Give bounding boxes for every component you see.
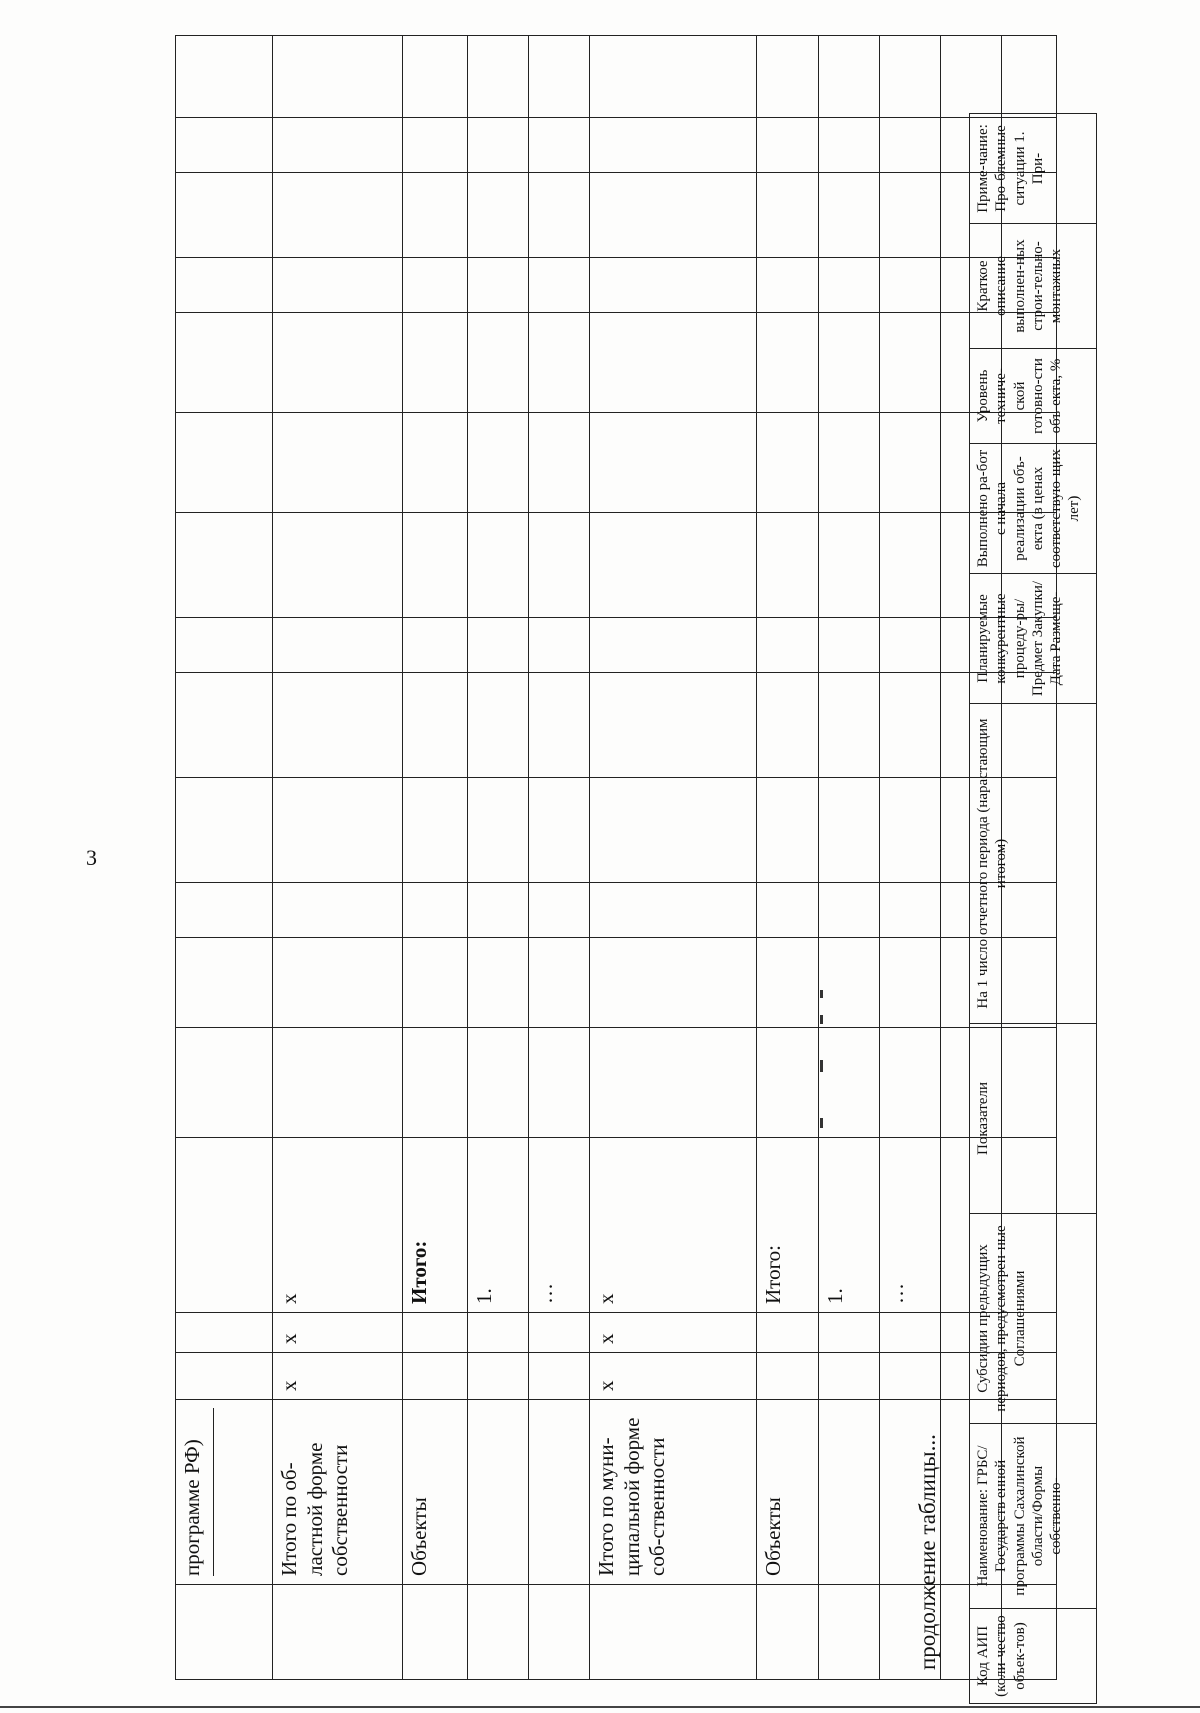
header-cell-procedures: Планируемые конкурентные процеду-ры/Предмет Закупки/Дата Размеще- xyxy=(970,574,1097,704)
table-cell xyxy=(403,513,468,618)
table-cell xyxy=(880,883,941,938)
table-cell xyxy=(880,413,941,513)
table-row xyxy=(880,36,941,1680)
table-cell xyxy=(590,313,756,413)
table-cell xyxy=(529,1028,590,1138)
table-cell xyxy=(529,938,590,1028)
table-cell xyxy=(468,618,529,673)
table-cell xyxy=(403,313,468,413)
page-number: 3 xyxy=(86,845,97,870)
table-cell xyxy=(468,883,529,938)
header-cell-work-done: Выполнено ра-бот с начала реализации объ-екта (в ценах соответствую-щих лет) xyxy=(970,444,1097,574)
table-cell xyxy=(819,118,880,173)
table-cell xyxy=(176,173,273,258)
scan-edge xyxy=(0,1706,1200,1708)
table-cell xyxy=(273,618,403,673)
table-cell xyxy=(756,118,818,173)
row-label: Объекты xyxy=(756,1400,818,1585)
table-cell xyxy=(756,513,818,618)
table-cell xyxy=(756,778,818,883)
scan-mark xyxy=(820,990,823,998)
table-cell xyxy=(590,883,756,938)
table-row xyxy=(756,36,818,1680)
table-cell xyxy=(880,118,941,173)
row-label: Итого по муни-ципальной форме соб-ственности xyxy=(590,1400,756,1585)
table-cell xyxy=(403,118,468,173)
table-cell xyxy=(590,513,756,618)
table-cell xyxy=(176,258,273,313)
table-cell xyxy=(941,36,1002,118)
table-cell xyxy=(880,1028,941,1138)
table-cell xyxy=(176,778,273,883)
table-cell xyxy=(468,513,529,618)
header-cell-description: Краткое описание выполнен-ных строи-тельно-монтажных xyxy=(970,224,1097,349)
row-mark: х xyxy=(273,1353,403,1400)
table-cell xyxy=(880,938,941,1028)
table-cell xyxy=(468,173,529,258)
table-cell xyxy=(468,313,529,413)
table-cell xyxy=(273,513,403,618)
scan-mark xyxy=(820,1015,823,1024)
table-cell xyxy=(273,938,403,1028)
row-label xyxy=(529,1400,590,1585)
table-cell xyxy=(819,173,880,258)
row-object: х xyxy=(273,1138,403,1313)
table-cell xyxy=(468,938,529,1028)
table-cell xyxy=(590,258,756,313)
row-mark xyxy=(176,1353,273,1400)
row-mark xyxy=(403,1313,468,1353)
row-object: … xyxy=(880,1138,941,1313)
table-cell xyxy=(403,1585,468,1680)
table-cell xyxy=(529,313,590,413)
table-cell xyxy=(756,673,818,778)
table-cell xyxy=(273,673,403,778)
row-mark xyxy=(880,1353,941,1400)
table-cell xyxy=(756,883,818,938)
row-object: 1. xyxy=(468,1138,529,1313)
table-cell xyxy=(176,313,273,413)
table-cell xyxy=(273,313,403,413)
table-cell xyxy=(819,778,880,883)
table-cell xyxy=(819,36,880,118)
table-cell xyxy=(468,118,529,173)
scan-mark xyxy=(820,1060,823,1072)
row-mark xyxy=(756,1313,818,1353)
table-cell xyxy=(756,618,818,673)
row-object: … xyxy=(529,1138,590,1313)
header-cell-indicators: Показатели xyxy=(970,1024,1097,1214)
table-cell xyxy=(819,1028,880,1138)
row-mark xyxy=(880,1313,941,1353)
header-cell-period: На 1 число отчетного периода (нарастающим итогом) xyxy=(970,704,1097,1024)
header-cell-code: Код АИП (коли-чество объек-тов) xyxy=(970,1609,1097,1704)
table-cell xyxy=(590,1585,756,1680)
table-cell xyxy=(590,173,756,258)
table-cell xyxy=(529,413,590,513)
table-cell xyxy=(590,1028,756,1138)
table-cell xyxy=(590,118,756,173)
table-cell xyxy=(273,1585,403,1680)
header-table xyxy=(969,113,1097,1704)
table-row xyxy=(176,36,273,1680)
row-object xyxy=(176,1138,273,1313)
table-cell xyxy=(880,173,941,258)
row-object: Итого: xyxy=(403,1138,468,1313)
table-cell xyxy=(403,173,468,258)
row-label-text: программе РФ) xyxy=(180,1408,214,1576)
row-label xyxy=(819,1400,880,1585)
table-cell xyxy=(590,413,756,513)
row-mark xyxy=(176,1313,273,1353)
table-cell xyxy=(1002,36,1057,118)
row-label: Итого по об-ластной форме собственности xyxy=(273,1400,403,1585)
table-cell xyxy=(468,673,529,778)
header-cell-name: Наименование: ГРБС/Государств енной программы Сахалинской области/Формы собственно- xyxy=(970,1424,1097,1609)
table-cell xyxy=(529,778,590,883)
table-row xyxy=(590,36,756,1680)
table-cell xyxy=(819,513,880,618)
table-cell xyxy=(529,673,590,778)
table-cell xyxy=(403,673,468,778)
table-cell xyxy=(529,513,590,618)
row-mark xyxy=(403,1353,468,1400)
row-mark xyxy=(756,1353,818,1400)
row-mark xyxy=(819,1313,880,1353)
table-cell xyxy=(403,413,468,513)
table-cell xyxy=(880,36,941,118)
table-row xyxy=(273,36,403,1680)
table-cell xyxy=(756,413,818,513)
table-cell xyxy=(273,118,403,173)
table-cell xyxy=(403,618,468,673)
header-cell-readiness: Уровень техниче-ской готовно-сти объ-екта, % xyxy=(970,349,1097,444)
table-cell xyxy=(529,36,590,118)
table-cell xyxy=(590,938,756,1028)
table-cell xyxy=(529,1585,590,1680)
table-cell xyxy=(403,938,468,1028)
row-object: Итого: xyxy=(756,1138,818,1313)
table-cell xyxy=(819,258,880,313)
table-cell xyxy=(819,883,880,938)
table-cell xyxy=(403,883,468,938)
table-cell xyxy=(756,938,818,1028)
row-label: Объекты xyxy=(403,1400,468,1585)
table-cell xyxy=(176,513,273,618)
table-cell xyxy=(176,883,273,938)
header-table-container xyxy=(969,114,1097,1704)
table-cell xyxy=(273,258,403,313)
row-object: 1. xyxy=(819,1138,880,1313)
table-cell xyxy=(273,413,403,513)
table-cell xyxy=(468,778,529,883)
table-cell xyxy=(590,36,756,118)
table-cell xyxy=(403,1028,468,1138)
table-cell xyxy=(880,258,941,313)
table-cell xyxy=(529,258,590,313)
table-cell xyxy=(468,258,529,313)
table-cell xyxy=(880,618,941,673)
table-cell xyxy=(819,938,880,1028)
table-row xyxy=(819,36,880,1680)
table-cell xyxy=(756,1585,818,1680)
table-cell xyxy=(590,673,756,778)
row-mark xyxy=(468,1353,529,1400)
row-label xyxy=(468,1400,529,1585)
table-cell xyxy=(756,1028,818,1138)
table-cell xyxy=(590,618,756,673)
table-cell xyxy=(176,673,273,778)
table-cell xyxy=(880,513,941,618)
table-cell xyxy=(468,1585,529,1680)
table-cell xyxy=(403,258,468,313)
table-cell xyxy=(880,778,941,883)
table-cell xyxy=(176,1585,273,1680)
row-mark: х xyxy=(590,1353,756,1400)
table-cell xyxy=(273,1028,403,1138)
table-cell xyxy=(176,36,273,118)
table-cell xyxy=(176,938,273,1028)
table-cell xyxy=(176,1028,273,1138)
table-cell xyxy=(468,413,529,513)
table-cell xyxy=(273,883,403,938)
table-cell xyxy=(176,118,273,173)
header-row xyxy=(970,114,1097,1704)
table-cell xyxy=(756,36,818,118)
table-cell xyxy=(819,313,880,413)
table-cell xyxy=(529,118,590,173)
row-mark: х xyxy=(273,1313,403,1353)
row-mark xyxy=(819,1353,880,1400)
table-cell xyxy=(819,618,880,673)
scan-mark xyxy=(820,1118,823,1128)
table-cell xyxy=(819,1585,880,1680)
header-cell-subsidies: Субсидии предыдущих периодов, предусмотрен-ные Соглашениями xyxy=(970,1214,1097,1424)
table-cell xyxy=(819,413,880,513)
table-cell xyxy=(403,778,468,883)
table-row xyxy=(403,36,468,1680)
table-cell xyxy=(529,618,590,673)
table-row xyxy=(529,36,590,1680)
table-cell xyxy=(273,173,403,258)
table-cell xyxy=(273,36,403,118)
table-cell xyxy=(176,618,273,673)
table-cell xyxy=(273,778,403,883)
table-cell xyxy=(756,173,818,258)
header-cell-note: Приме-чание: Про-блемные ситуации 1. При- xyxy=(970,114,1097,224)
table-cell xyxy=(880,673,941,778)
table-row xyxy=(468,36,529,1680)
table-continuation-caption: продолжение таблицы... xyxy=(915,1434,940,1670)
row-mark xyxy=(468,1313,529,1353)
table-cell xyxy=(880,313,941,413)
table-cell xyxy=(819,673,880,778)
row-mark xyxy=(529,1313,590,1353)
table-cell xyxy=(756,258,818,313)
table-cell xyxy=(590,778,756,883)
table-cell xyxy=(468,36,529,118)
table-cell xyxy=(756,313,818,413)
table-cell xyxy=(403,36,468,118)
table-cell xyxy=(468,1028,529,1138)
row-object: х xyxy=(590,1138,756,1313)
row-label xyxy=(176,1400,273,1585)
row-mark xyxy=(529,1353,590,1400)
table-cell xyxy=(176,413,273,513)
table-cell xyxy=(529,883,590,938)
row-mark: х xyxy=(590,1313,756,1353)
table-cell xyxy=(529,173,590,258)
